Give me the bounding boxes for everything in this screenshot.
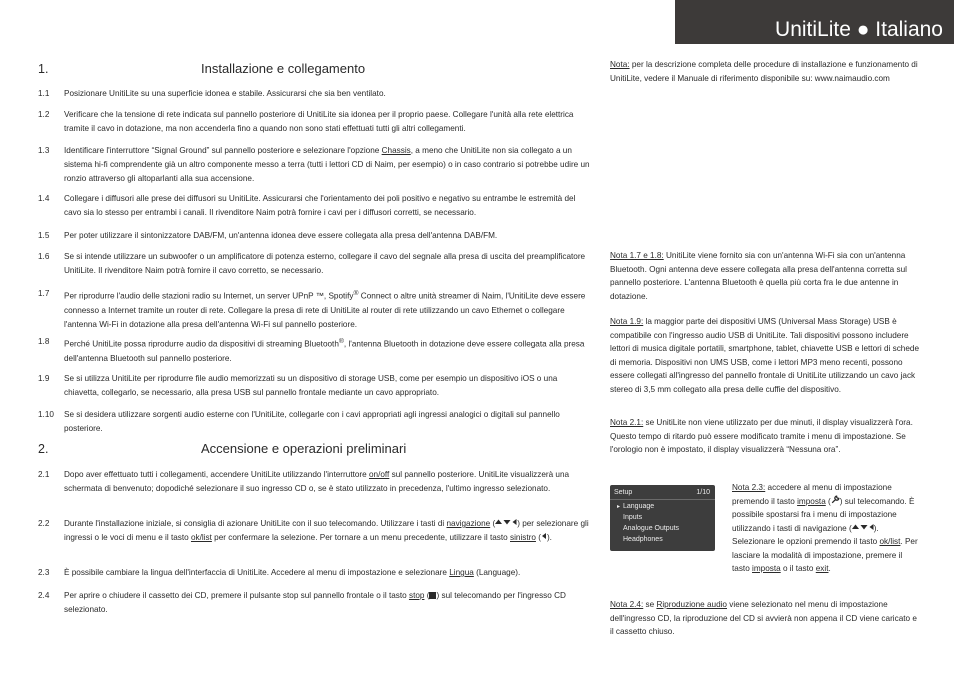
note-label: Nota 2.4:	[610, 600, 644, 609]
paragraph-text: Se si desidera utilizzare sorgenti audio esterne con l'UnitiLite, collegarle con i cavi appropriati agli ingressi analogici o digitali sul pannello posteriore.	[64, 410, 560, 433]
navigation-key-label: navigazione	[446, 519, 491, 528]
paragraph-number: 1.2	[38, 110, 50, 119]
paragraph-number: 1.3	[38, 146, 50, 155]
ok-list-key-label: ok/list	[879, 537, 901, 546]
paragraph-text: Posizionare UnitiLite su una superficie idonea e stabile. Assicurarsi che sia ben ventilato.	[64, 89, 386, 98]
note-intro	[610, 58, 920, 85]
note-label: Nota 1.9:	[610, 317, 644, 326]
paragraph-number: 2.4	[38, 591, 50, 600]
text-run: Dopo aver effettuato tutti i collegamenti, accendere UnitiLite utilizzando l'interruttore	[64, 470, 369, 479]
text-run: se	[643, 600, 657, 609]
note-1-9	[610, 315, 920, 396]
paragraph-number: 1.1	[38, 89, 50, 98]
screen-menu-item: Analogue Outputs	[623, 525, 680, 532]
paragraph-number: 2.1	[38, 470, 50, 479]
paragraph-number: 2.3	[38, 568, 50, 577]
paragraph-text	[64, 517, 594, 545]
section-1-number: 1.	[38, 62, 49, 76]
text-run: ) sul telecomando. È possibile spostarsi fra i menu di impostazione utilizzando i tasti di navigazione (	[732, 496, 915, 533]
stop-key-label: stop	[408, 591, 425, 600]
paragraph-text: Per poter utilizzare il sintonizzatore DAB/FM, un'antenna idonea deve essere collegata alla presa dell'antenna DAB/FM.	[64, 231, 498, 240]
text-run: Perché UnitiLite possa riprodurre audio da dispositivi di streaming Bluetooth	[64, 339, 339, 349]
exit-key-label: exit	[815, 564, 829, 573]
text-run: ) per selezionare gli ingressi o le voci di menu e il tasto	[64, 519, 589, 542]
paragraph-number: 1.5	[38, 231, 50, 240]
screen-divider	[610, 499, 715, 500]
left-key-label: sinistro	[510, 533, 536, 542]
ok-list-key-label: ok/list	[190, 533, 212, 542]
registered-mark: ®	[338, 338, 344, 345]
chassis-option: Chassis	[381, 146, 411, 155]
section-2-heading	[38, 440, 594, 460]
section-2-number: 2.	[38, 442, 49, 456]
text-run: È possibile cambiare la lingua dell'interfaccia di UnitiLite. Accedere al menu di impostazione e selezionare	[64, 568, 450, 577]
text-run: accedere al menu di impostazione premendo il tasto	[732, 483, 892, 506]
header-banner	[675, 0, 954, 44]
note-label: Nota 2.1:	[610, 418, 644, 427]
text-run: per confermare la selezione. Per tornare a un menu precedente, utilizzare il tasto	[211, 533, 510, 542]
section-2-title: Accensione e operazioni preliminari	[201, 441, 407, 456]
text-run: Durante l'installazione iniziale, si consiglia di azionare UnitiLite con il suo telecomando. Utilizzare i tasti di	[64, 519, 447, 528]
paragraph-text	[64, 566, 594, 580]
note-label: Nota:	[610, 60, 630, 69]
text-run: (	[825, 496, 831, 506]
wrench-icon	[831, 495, 840, 504]
text-run: .	[828, 564, 831, 573]
section-1-heading	[38, 60, 594, 80]
text-run: , a meno che UnitiLite non sia collegato a un sistema hi-fi comprendente già un altro componente messo a terra (tutti i lettori CD di Naim, per esempio) o in caso contrario si potrebbe udire un ronzio attraverso gli altoparlanti alla sua accensione.	[64, 146, 590, 183]
paragraph-number: 1.6	[38, 252, 50, 261]
paragraph-text: Verificare che la tensione di rete indicata sul pannello posteriore di UnitiLite sia idonea per il proprio paese. Collegare l'unità alla rete elettrica tramite il cavo in dotazione, ma non accenderla fino a quando non sono stati effettuati tutti gli altri collegamenti.	[64, 110, 574, 133]
navigation-arrows-icon	[852, 523, 874, 531]
screen-title: Setup	[614, 489, 633, 496]
note-2-3	[732, 481, 922, 576]
section-1-title: Installazione e collegamento	[201, 61, 366, 76]
note-label: Nota 2.3:	[732, 483, 766, 492]
paragraph-text	[64, 335, 594, 366]
note-text: la maggior parte dei dispositivi UMS (Universal Mass Storage) USB è compatibile con l'ingresso audio USB di UnitiLite. Tali dispositivi possono includere lettori di musica digitale portatili, smartphone, tablet, chiavette USB e lettori di schede di memoria. Dispositivi non UMS USB, come i lettori MP3 meno recenti, possono essere collegati all'ingresso del pannello frontale di UnitiLite utilizzando un cavo jack stereo di 3,5 mm collegato alla presa delle cuffie del dispositivo.	[610, 317, 920, 394]
paragraph-text	[64, 287, 594, 332]
note-2-1	[610, 416, 920, 457]
text-run: Per aprire o chiudere il cassetto dei CD, premere il pulsante stop sul pannello frontale o il tasto	[64, 591, 409, 600]
text-run: , l'antenna Bluetooth in dotazione deve essere collegata alla presa dell'antenna Bluetooth sul pannello posteriore.	[64, 339, 585, 363]
paragraph-text: Collegare i diffusori alle prese dei diffusori su UnitiLite. Assicurarsi che l'orientamento dei poli positivo e negativo su entrambe le estremità del cavo sia lo stesso per entrambi i canali. Il rivenditore Naim potrà fornire i cavi per i diffusori corretti, se necessario.	[64, 194, 576, 217]
screen-menu-item: Inputs	[623, 514, 643, 521]
setup-display-screen	[610, 485, 715, 551]
registered-mark: ®	[353, 290, 359, 297]
note-label: Nota 1.7 e 1.8:	[610, 251, 664, 260]
text-run: (Language).	[473, 568, 521, 577]
paragraph-text: Se si intende utilizzare un subwoofer o un amplificatore di potenza esterno, collegare il cavo del segnale alla presa di uscita del preamplificatore UnitiLite. Il rivenditore Naim potrà fornire il cavo corretto, se necessario.	[64, 252, 586, 275]
paragraph-text	[64, 589, 594, 617]
text-run: Identificare l'interruttore “Signal Ground” sul pannello posteriore e selezionare l'opzione	[64, 146, 382, 155]
note-text: se UnitiLite non viene utilizzato per due minuti, il display visualizzerà l'ora. Questo tempo di ritardo può essere modificato tramite i menu di impostazione. Se l'orologio non è impostato, il display visualizzerà “Nessuna ora”.	[610, 418, 913, 454]
note-text: per la descrizione completa delle procedure di installazione e funzionamento di UnitiLite, vedere il Manuale di riferimento disponibile su: www.naimaudio.com	[610, 60, 918, 83]
navigation-arrows-icon	[495, 518, 517, 526]
note-text: UnitiLite viene fornito sia con un'antenna Wi-Fi sia con un'antenna Bluetooth. Ogni antenna deve essere collegata alla presa dell'antenna corretta sul pannello posteriore. L'antenna Bluetooth è quella più corta fra le due antenne in dotazione.	[610, 251, 907, 301]
text-run: viene selezionato nel menu di impostazione dell'ingresso CD, la riproduzione del CD si avvierà non appena il CD viene caricato e il cassetto chiuso.	[610, 600, 917, 636]
text-run: ) sul telecomando per l'ingresso CD selezionato.	[64, 591, 566, 614]
text-run: Per riprodurre l'audio delle stazioni radio su Internet, un server UPnP ™, Spotify	[64, 291, 354, 301]
on-off-switch-label: on/off	[368, 470, 390, 479]
note-1-7-1-8	[610, 249, 920, 303]
page-title: UnitiLite ● Italiano	[775, 18, 943, 41]
screen-page-indicator: 1/10	[696, 489, 710, 496]
text-run: (	[424, 591, 430, 600]
text-run: sul pannello posteriore. UnitiLite visualizzerà una schermata di benvenuto; dopodiché selezionare il suo ingresso CD o, se è stato utilizzato in precedenza, l'ultimo ingresso selezionato.	[64, 470, 570, 493]
note-2-4	[610, 598, 920, 639]
paragraph-text: Se si utilizza UnitiLite per riprodurre file audio memorizzati su un dispositivo di storage USB, come per esempio un dispositivo iOS o una chiavetta, collegarlo, se necessario, alla presa USB sul pannello frontale mediante un cavo appropriato.	[64, 374, 558, 397]
paragraph-number: 1.8	[38, 337, 50, 346]
text-run: (	[535, 533, 541, 542]
text-run: . Per lasciare la modalità di impostazione, premere il tasto	[732, 537, 918, 573]
paragraph-number: 1.7	[38, 289, 50, 298]
audio-playback-option: Riproduzione audio	[656, 600, 727, 609]
paragraph-number: 2.2	[38, 519, 50, 528]
selection-arrow-icon: ▸	[617, 504, 621, 510]
text-run: ).	[546, 533, 552, 542]
paragraph-number: 1.10	[38, 410, 54, 419]
setup-key-label: imposta	[752, 564, 781, 573]
text-run: Connect o altre unità streamer di Naim, l'UnitiLite deve essere connesso a Internet tramite un router di rete. Collegare la presa di rete di UnitiLite al router di rete utilizzando un cavo Ethernet o collegare l'antenna Wi-Fi in dotazione alla presa dell'antenna Wi-Fi sul pannello posteriore.	[64, 291, 586, 329]
setup-key-label: imposta	[797, 496, 826, 506]
paragraph-text	[64, 468, 594, 496]
text-run: o il tasto	[780, 564, 816, 573]
language-menu-label: Lingua	[449, 568, 474, 577]
paragraph-number: 1.9	[38, 374, 50, 383]
screen-menu-item: Language	[623, 503, 655, 510]
text-run: (	[490, 519, 496, 528]
screen-menu-item: Headphones	[623, 536, 663, 543]
paragraph-text	[64, 144, 594, 186]
paragraph-number: 1.4	[38, 194, 50, 203]
text-run: ). Selezionare le opzioni premendo il tasto	[732, 523, 880, 546]
